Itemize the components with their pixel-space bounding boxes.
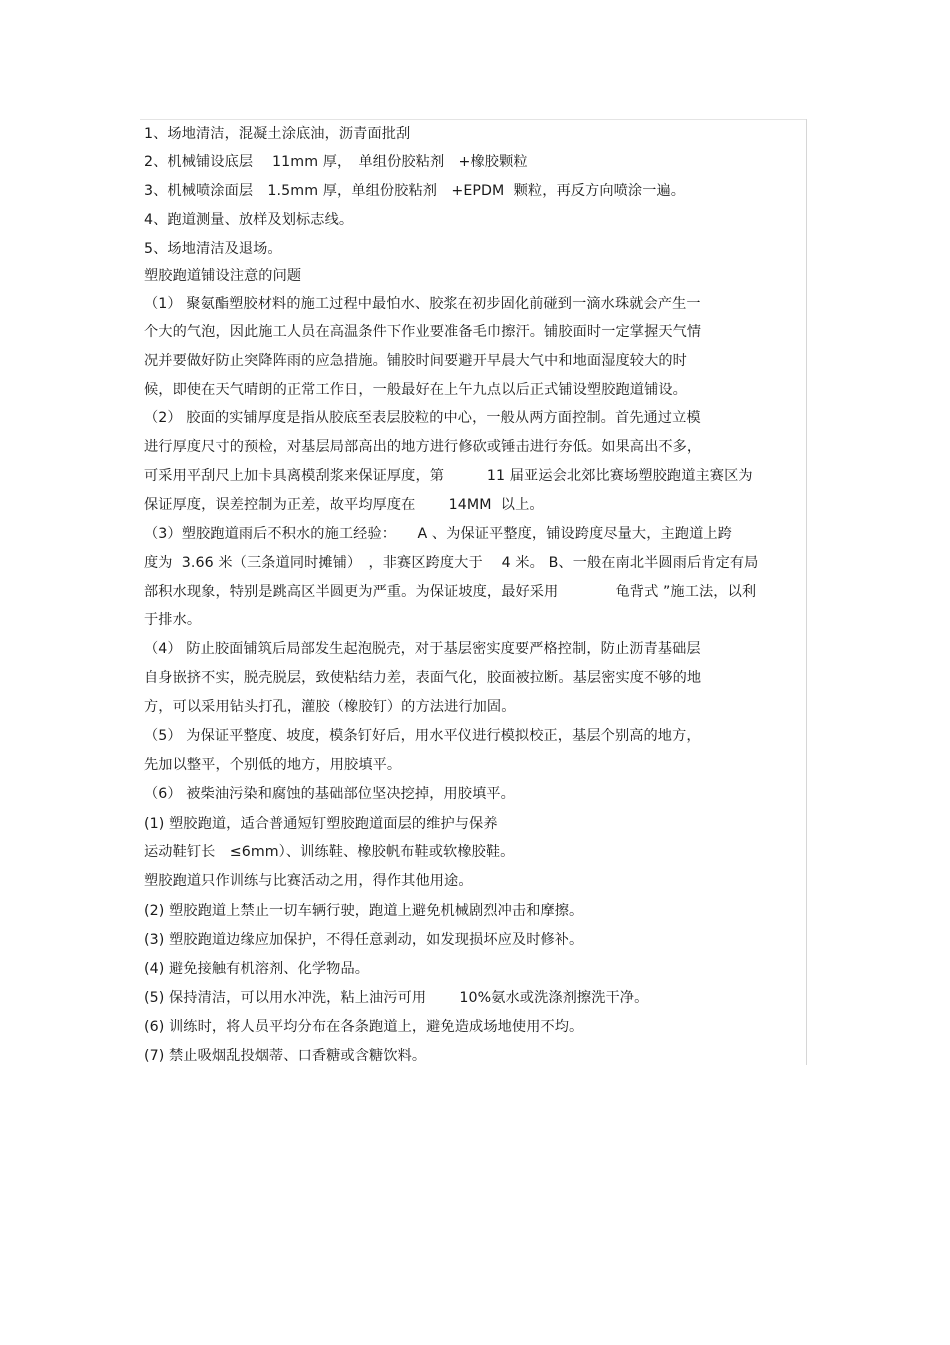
document-line: 度为 3.66 米（三条道同时摊铺） ，非赛区跨度大于 4 米。 B、一般在南北半圆雨后肯定有局 — [144, 555, 759, 571]
document-line: 塑胶跑道铺设注意的问题 — [144, 268, 302, 284]
document-line: （6） 被柴油污染和腐蚀的基础部位坚决挖掉，用胶填平。 — [144, 786, 515, 802]
document-line: 方，可以采用钻头打孔，灌胶（橡胶钉）的方法进行加固。 — [144, 699, 516, 715]
document-line: （1） 聚氨酯塑胶材料的施工过程中最怕水、胶浆在初步固化前碰到一滴水珠就会产生一 — [144, 296, 701, 312]
document-line: （3）塑胶跑道雨后不积水的施工经验： A 、为保证平整度，铺设跨度尽量大，主跑道上跨 — [144, 526, 732, 542]
document-line: 3、机械喷涂面层 1.5mm 厚，单组份胶粘剂 +EPDM 颗粒，再反方向喷涂一遍。 — [144, 183, 686, 199]
document-line: (3) 塑胶跑道边缘应加保护，不得任意剥动，如发现损坏应及时修补。 — [144, 932, 584, 948]
document-line: 保证厚度，误差控制为正差，故平均厚度在 14MM 以上。 — [144, 497, 544, 513]
document-line: 4、跑道测量、放样及划标志线。 — [144, 212, 354, 228]
document-line: (1) 塑胶跑道，适合普通短钉塑胶跑道面层的维护与保养 — [144, 816, 498, 832]
document-line: 进行厚度尺寸的预检，对基层局部高出的地方进行修砍或锤击进行夯低。如果高出不多， — [144, 439, 702, 455]
page-frame-top-border — [140, 119, 807, 120]
document-line: 部积水现象，特别是跳高区半圆更为严重。为保证坡度，最好采用 龟背式 ”施工法，以利 — [144, 584, 757, 600]
document-line: 候，即使在天气晴朗的正常工作日，一般最好在上午九点以后正式铺设塑胶跑道铺设。 — [144, 382, 687, 398]
document-line: 自身嵌挤不实，脱壳脱层，致使粘结力差，表面气化，胶面被拉断。基层密实度不够的地 — [144, 670, 702, 686]
page-frame-right-border — [806, 119, 807, 1065]
document-line: 况并要做好防止突降阵雨的应急措施。铺胶时间要避开早晨大气中和地面湿度较大的时 — [144, 353, 687, 369]
document-line: 塑胶跑道只作训练与比赛活动之用，得作其他用途。 — [144, 873, 473, 889]
document-line: (2) 塑胶跑道上禁止一切车辆行驶，跑道上避免机械剧烈冲击和摩擦。 — [144, 903, 584, 919]
document-line: 可采用平刮尺上加卡具离模刮浆来保证厚度，第 11 届亚运会北郊比赛场塑胶跑道主赛区为 — [144, 468, 753, 484]
document-line: （2） 胶面的实铺厚度是指从胶底至表层胶粒的中心，一般从两方面控制。首先通过立模 — [144, 410, 701, 426]
document-line: （5） 为保证平整度、坡度，模条钉好后，用水平仪进行模拟校正，基层个别高的地方， — [144, 728, 701, 744]
document-line: 运动鞋钉长 ≤6mm）、训练鞋、橡胶帆布鞋或软橡胶鞋。 — [144, 844, 515, 860]
document-line: 先加以整平，个别低的地方，用胶填平。 — [144, 757, 402, 773]
document-line: (6) 训练时，将人员平均分布在各条跑道上，避免造成场地使用不均。 — [144, 1019, 584, 1035]
document-line: 5、场地清洁及退场。 — [144, 241, 282, 257]
document-line: (5) 保持清洁，可以用水冲洗，粘上油污可用 10%氨水或洗涤剂擦洗干净。 — [144, 990, 649, 1006]
document-line: （4） 防止胶面铺筑后局部发生起泡脱壳，对于基层密实度要严格控制，防止沥青基础层 — [144, 641, 701, 657]
document-line: 2、机械铺设底层 11mm 厚， 单组份胶粘剂 +橡胶颗粒 — [144, 154, 528, 170]
document-line: 个大的气泡，因此施工人员在高温条件下作业要准备毛巾擦汗。铺胶面时一定掌握天气情 — [144, 324, 702, 340]
document-line: (7) 禁止吸烟乱投烟蒂、口香糖或含糖饮料。 — [144, 1048, 427, 1064]
document-line: 于排水。 — [144, 612, 202, 628]
document-line: (4) 避免接触有机溶剂、化学物品。 — [144, 961, 370, 977]
document-line: 1、场地清洁，混凝土涂底油，沥青面批刮 — [144, 126, 411, 142]
